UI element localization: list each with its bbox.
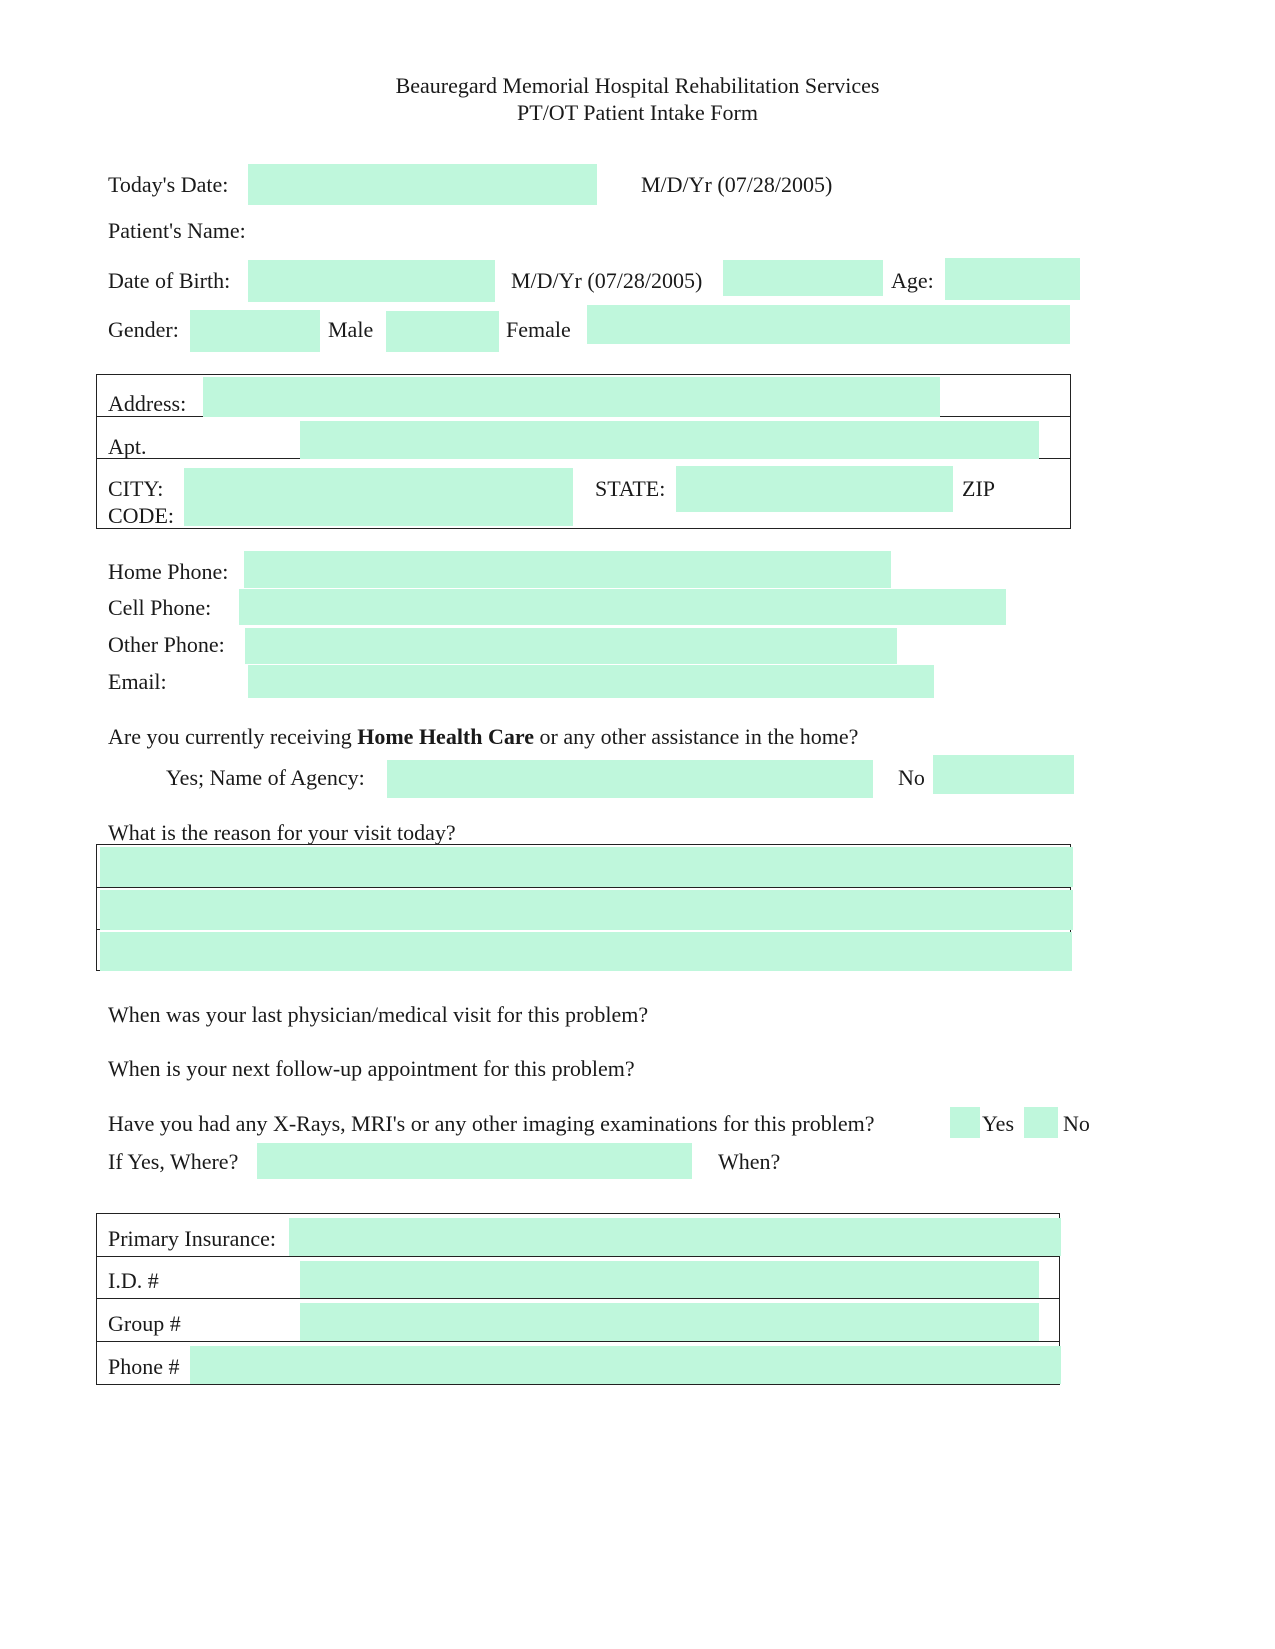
imaging-where-field[interactable] [257,1143,692,1179]
insurance-id-label: I.D. # [108,1268,159,1293]
insurance-phone-label: Phone # [108,1354,180,1379]
zip-label: ZIP [962,476,995,501]
female-label: Female [506,317,571,342]
cell-phone-field[interactable] [239,589,1006,625]
reason-line-1-field[interactable] [100,847,1073,887]
home-phone-label: Home Phone: [108,559,229,584]
home-phone-field[interactable] [244,551,891,588]
todays-date-field[interactable] [248,164,597,205]
zip-code-label: CODE: [108,503,174,528]
apt-field[interactable] [300,421,1039,459]
city-field[interactable] [184,468,573,526]
primary-insurance-label: Primary Insurance: [108,1226,276,1251]
insurance-group-field[interactable] [300,1303,1039,1341]
age-field[interactable] [945,258,1080,300]
imaging-no-label: No [1063,1111,1090,1136]
patient-name-field[interactable] [723,260,883,296]
home-health-question-bold: Home Health Care [357,724,535,749]
email-field[interactable] [248,665,934,698]
dob-format-hint: M/D/Yr (07/28/2005) [511,268,703,293]
date-format-hint: M/D/Yr (07/28/2005) [641,172,833,197]
reason-label: What is the reason for your visit today? [108,820,456,845]
address-label: Address: [108,391,187,416]
imaging-where-label: If Yes, Where? [108,1149,239,1174]
insurance-divider-2 [96,1298,1060,1299]
insurance-phone-field[interactable] [190,1346,1061,1384]
imaging-question: Have you had any X-Rays, MRI's or any other imaging examinations for this problem? [108,1111,875,1136]
home-health-question-post: or any other assistance in the home? [534,724,859,749]
reason-line-2-field[interactable] [100,890,1073,930]
other-phone-label: Other Phone: [108,632,225,657]
form-hospital-title: Beauregard Memorial Hospital Rehabilitation Services [395,73,880,98]
reason-line-3-field[interactable] [100,932,1072,971]
male-label: Male [328,317,374,342]
agency-name-field[interactable] [387,760,873,798]
other-phone-field[interactable] [245,628,897,664]
last-visit-question: When was your last physician/medical visit for this problem? [108,1002,649,1027]
insurance-id-field[interactable] [300,1261,1039,1298]
address-field[interactable] [203,377,940,417]
email-label: Email: [108,669,167,694]
age-label: Age: [891,268,934,293]
imaging-yes-label: Yes [982,1111,1015,1136]
agency-no-label: No [898,765,925,790]
patient-name-label: Patient's Name: [108,218,246,243]
insurance-group-label: Group # [108,1311,181,1336]
primary-insurance-field[interactable] [289,1218,1061,1256]
gender-female-field[interactable] [386,311,499,352]
insurance-divider-3 [96,1341,1060,1342]
state-field[interactable] [676,466,953,512]
state-label: STATE: [595,476,666,501]
gender-male-field[interactable] [190,310,320,352]
agency-no-field[interactable] [933,755,1074,794]
gender-other-field[interactable] [587,305,1070,344]
gender-label: Gender: [108,317,179,342]
home-health-question-pre: Are you currently receiving [108,724,358,749]
dob-label: Date of Birth: [108,268,231,293]
agency-yes-label: Yes; Name of Agency: [166,765,365,790]
form-title: PT/OT Patient Intake Form [517,100,758,125]
city-label: CITY: [108,476,164,501]
apt-label: Apt. [108,434,147,459]
imaging-when-label: When? [718,1149,781,1174]
dob-field[interactable] [248,260,495,302]
cell-phone-label: Cell Phone: [108,595,212,620]
next-visit-question: When is your next follow-up appointment for this problem? [108,1056,635,1081]
reason-divider-1 [96,887,1071,888]
imaging-yes-checkbox[interactable] [950,1107,980,1138]
todays-date-label: Today's Date: [108,172,229,197]
imaging-no-checkbox[interactable] [1024,1107,1058,1138]
home-health-question [108,724,858,750]
insurance-divider-1 [96,1256,1060,1257]
